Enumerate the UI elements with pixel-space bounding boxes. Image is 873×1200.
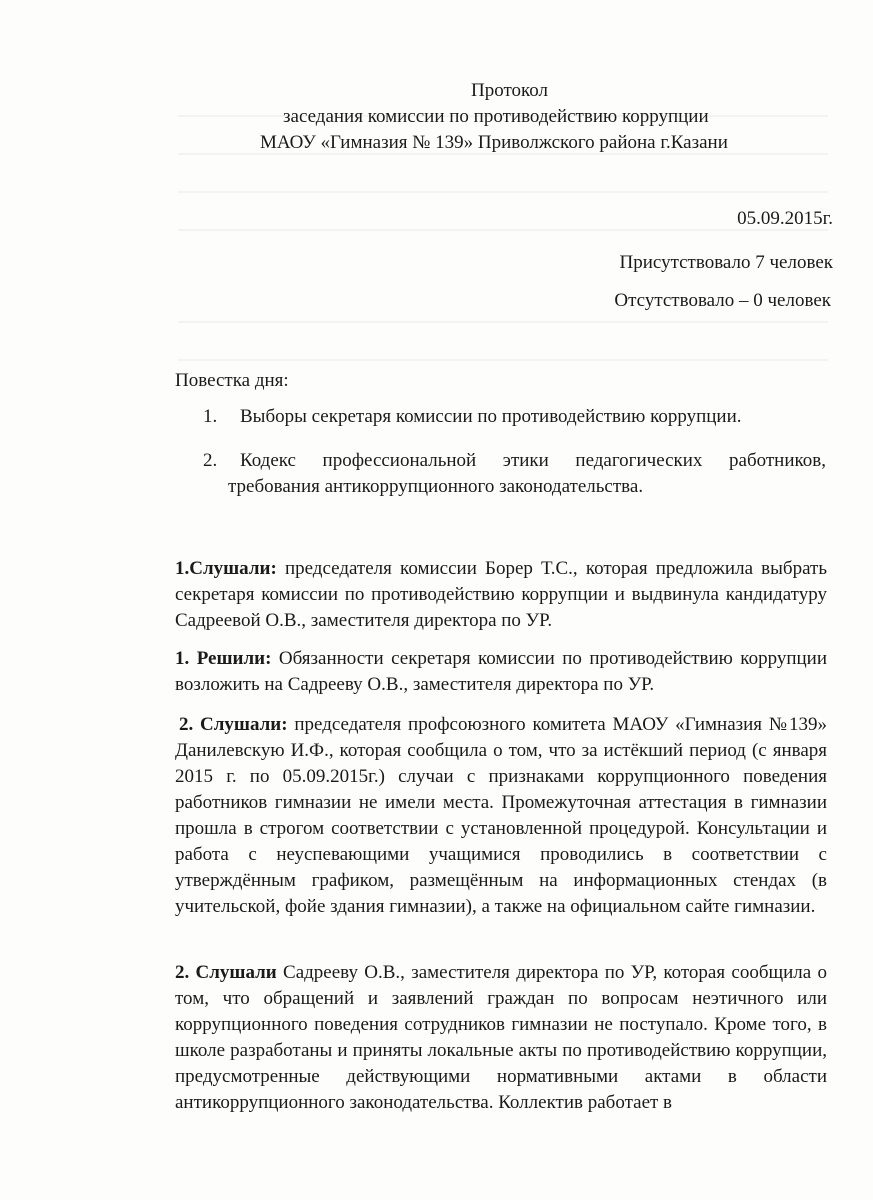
document-date: 05.09.2015г. — [737, 208, 833, 229]
section-heard-1 — [175, 556, 827, 634]
absent-count: Отсутствовало – 0 человек — [614, 290, 831, 311]
section-text: Обязанности секретаря комиссии по противодействию коррупции возложить на Садрееву О.В., заместителя директора по УР. — [175, 648, 827, 695]
document-title: Протокол — [471, 80, 549, 101]
section-decided-1 — [175, 646, 827, 698]
section-heard-3 — [175, 960, 827, 1116]
agenda-item-number: 1. — [203, 406, 218, 427]
present-count: Присутствовало 7 человек — [619, 252, 833, 273]
section-text: председателя профсоюзного комитета МАОУ «Гимназия №139» Данилевскую И.Ф., которая сообщила о том, что за истёкший период (с января 2015 г. по 05.09.2015г.) случаи с признаками коррупционного поведения работников гимназии не имели места. Промежуточная аттестация в гимназии прошла в строгом соответствии с установленной процедурой. Консультации и работа с неуспевающими учащимися проводились в соответствии с утверждённым графиком, размещённым на информационных стендах (в учительской, фойе здания гимназии), а также на официальном сайте гимназии. — [175, 714, 827, 917]
document-subtitle: заседания комиссии по противодействию коррупции — [283, 106, 709, 127]
section-label: 2. Слушали: — [179, 714, 288, 735]
agenda-item-text-continued: требования антикоррупционного законодательства. — [228, 476, 644, 497]
section-text: председателя комиссии Борер Т.С., которая предложила выбрать секретаря комиссии по противодействию коррупции и выдвинула кандидатуру Садреевой О.В., заместителя директора по УР. — [175, 558, 827, 631]
section-label: 2. Слушали — [175, 962, 277, 983]
organization-name: МАОУ «Гимназия № 139» Приволжского района г.Казани — [260, 132, 728, 153]
agenda-item-text: Кодекс профессиональной этики педагогических работников, — [240, 450, 826, 471]
agenda-item-text: Выборы секретаря комиссии по противодействию коррупции. — [240, 406, 742, 427]
section-heard-2 — [175, 712, 827, 920]
section-text: Садрееву О.В., заместителя директора по УР, которая сообщила о том, что обращений и заявлений граждан по вопросам неэтичного или коррупционного поведения сотрудников гимназии не поступало. Кроме того, в школе разработаны и приняты локальные акты по противодействию коррупции, предусмотренные действующими нормативными актами в области антикоррупционного законодательства. Коллектив работает в — [175, 962, 827, 1113]
section-label: 1. Решили: — [175, 648, 272, 669]
agenda-item-number: 2. — [203, 450, 218, 471]
section-label: 1.Слушали: — [175, 558, 277, 579]
agenda-heading: Повестка дня: — [175, 370, 289, 391]
